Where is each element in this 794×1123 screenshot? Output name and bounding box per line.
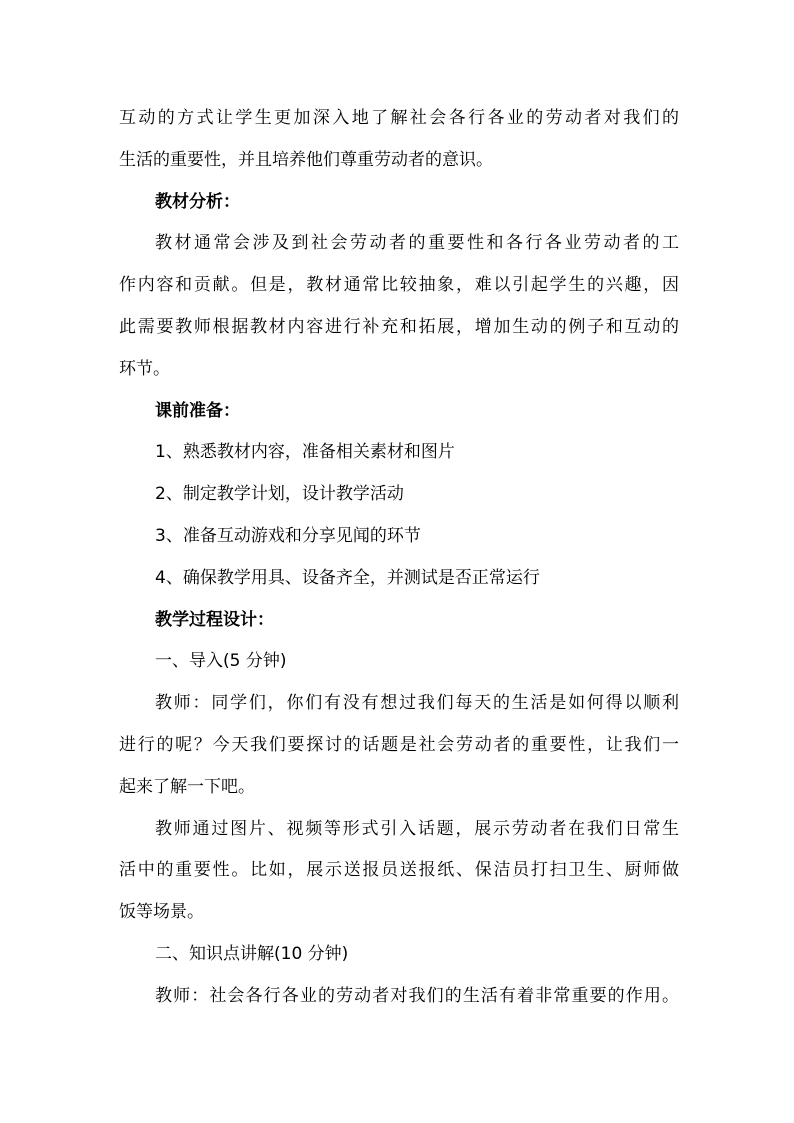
text-line: 3、准备互动游戏和分享见闻的环节 [155,525,421,546]
text-line: 教材通常会涉及到社会劳动者的重要性和各行各业劳动者的工 [155,233,679,254]
text-line: 教师：社会各行各业的劳动者对我们的生活有着非常重要的作用。 [155,985,679,1006]
document-body [119,98,679,1018]
section-heading: 教学过程设计： [155,609,274,630]
text-line: 一、导入(5 分钟) [155,651,287,672]
section-heading: 教材分析： [155,191,240,212]
section-heading: 课前准备： [155,400,240,421]
text-line: 进行的呢？今天我们要探讨的话题是社会劳动者的重要性，让我们一 [119,734,679,755]
text-line: 互动的方式让学生更加深入地了解社会各行各业的劳动者对我们的 [119,108,679,128]
text-line: 4、确保教学用具、设备齐全，并测试是否正常运行 [155,567,540,588]
text-line: 教师：同学们，你们有没有想过我们每天的生活是如何得以顺利 [155,693,679,714]
text-line: 2、制定教学计划，设计教学活动 [155,484,404,505]
text-line: 饭等场景。 [119,902,204,923]
text-line: 此需要教师根据教材内容进行补充和拓展，增加生动的例子和互动的 [119,316,679,337]
text-line: 二、知识点讲解(10 分钟) [155,943,349,964]
text-line: 活中的重要性。比如，展示送报员送报纸、保洁员打扫卫生、厨师做 [119,860,679,881]
text-line: 生活的重要性，并且培养他们尊重劳动者的意识。 [119,149,493,170]
text-line: 1、熟悉教材内容，准备相关素材和图片 [155,442,455,463]
text-line: 起来了解一下吧。 [119,776,255,797]
text-line: 作内容和贡献。但是，教材通常比较抽象，难以引起学生的兴趣，因 [119,275,679,296]
text-line: 教师通过图片、视频等形式引入话题，展示劳动者在我们日常生 [155,818,679,839]
text-line: 环节。 [119,358,170,379]
